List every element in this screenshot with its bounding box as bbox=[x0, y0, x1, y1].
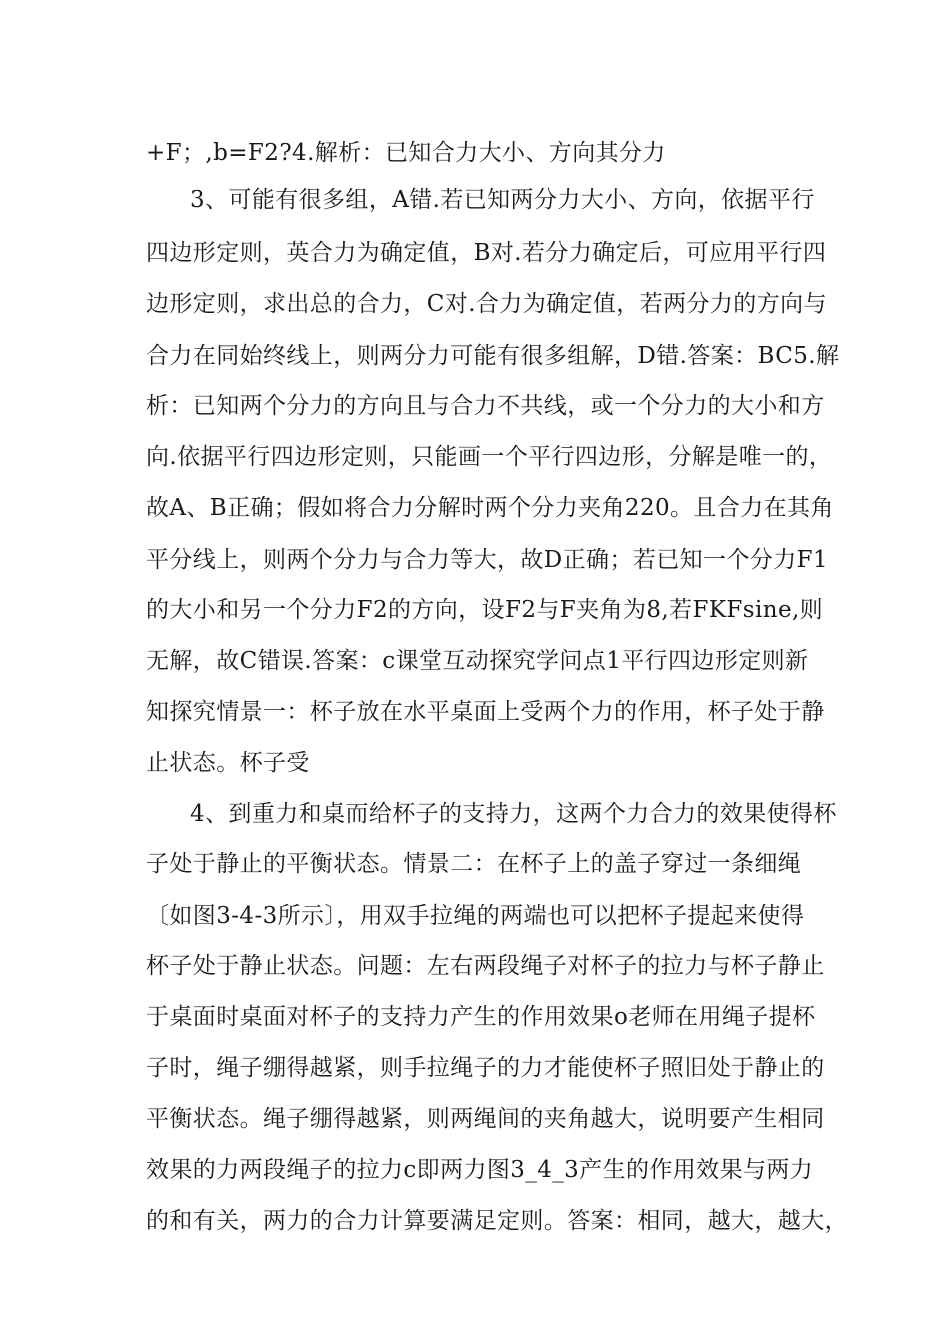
text-line: 合力在同始终线上，则两分力可能有很多组解，D错.答案：BC5.解 bbox=[146, 343, 840, 369]
text-line: 向.依据平行四边形定则，只能画一个平行四边形，分解是唯一的， bbox=[146, 444, 833, 470]
text-line: 知探究情景一：杯子放在水平桌面上受两个力的作用，杯子处于静 bbox=[146, 699, 825, 725]
text-line: 于桌面时桌面对杯子的支持力产生的作用效果o老师在用绳子提杯 bbox=[146, 1004, 816, 1030]
text-line: 效果的力两段绳子的拉力c即两力图3_4_3产生的作用效果与两力 bbox=[146, 1157, 814, 1183]
text-line: 止状态。杯子受 bbox=[146, 750, 310, 776]
text-line: 边形定则，求出总的合力，C对.合力为确定值，若两分力的方向与 bbox=[146, 291, 827, 317]
text-line: +F；,b=F2?4.解析：已知合力大小、方向其分力 bbox=[146, 140, 666, 166]
text-line: 四边形定则，英合力为确定值，B对.若分力确定后，可应用平行四 bbox=[146, 240, 827, 266]
text-line: 子时，绳子绷得越紧，则手拉绳子的力才能使杯子照旧处于静止的 bbox=[146, 1055, 825, 1081]
text-line: 无解，故C错误.答案：c课堂互动探究学问点1平行四边形定则新 bbox=[146, 648, 809, 674]
text-line: 平分线上，则两个分力与合力等大，故D正确；若已知一个分力F1 bbox=[146, 547, 829, 573]
text-line: 杯子处于静止状态。问题：左右两段绳子对杯子的拉力与杯子静止 bbox=[146, 953, 825, 979]
text-line: 子处于静止的平衡状态。情景二：在杯子上的盖子穿过一条细绳 bbox=[146, 851, 802, 877]
text-line: 析：已知两个分力的方向且与合力不共线，或一个分力的大小和方 bbox=[146, 393, 825, 419]
text-line: 平衡状态。绳子绷得越紧，则两绳间的夹角越大，说明要产生相同 bbox=[146, 1106, 825, 1132]
paragraph-4-first-line: 4、到重力和桌而给杯子的支持力，这两个力合力的效果使得杯 bbox=[190, 801, 837, 827]
text-line: 〔如图3-4-3所示〕，用双手拉绳的两端也可以把杯子提起来使得 bbox=[146, 903, 805, 929]
paragraph-3-first-line: 3、可能有很多组，A错.若已知两分力大小、方向，依据平行 bbox=[190, 187, 815, 213]
text-line: 故A、B正确；假如将合力分解时两个分力夹角220。且合力在其角 bbox=[146, 495, 834, 521]
text-line: 的大小和另一个分力F2的方向，设F2与F夹角为8,若FKFsine,则 bbox=[146, 597, 824, 623]
text-line: 的和有关，两力的合力计算要满足定则。答案：相同，越大，越大， bbox=[146, 1208, 848, 1234]
